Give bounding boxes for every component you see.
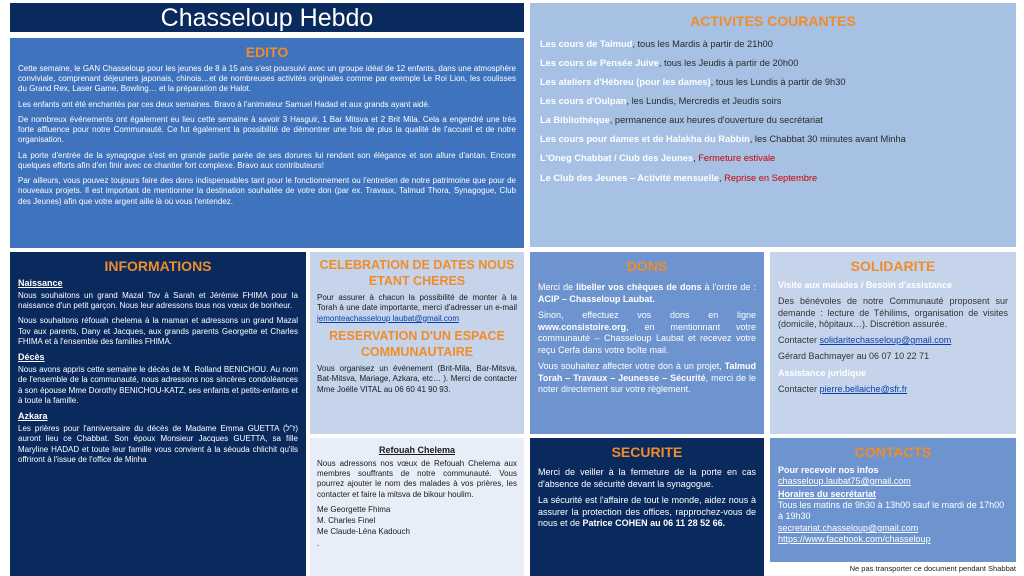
solidarite-contact: Contacter solidaritechasseloup@gmail.com: [778, 335, 952, 345]
celebration-email-link[interactable]: jemonteachasseloup laubat@gmail.com: [317, 313, 459, 323]
informations-section: [10, 252, 306, 576]
facebook-link[interactable]: https://www.facebook.com/chasseloup: [778, 533, 931, 544]
celebration-section: [310, 252, 524, 434]
activite-desc: ,: [718, 172, 725, 183]
activite-item: [540, 115, 1006, 127]
edito-paragraph: La porte d'entrée de la synagogue s'est en grande partie parée de ses dorures lui rendant son élégance et son allure d'antan. Encore quelques efforts afin d'en finir avec ce chantier fort complexe. Bravo aux contributeurs!: [18, 150, 516, 170]
dons-text: Merci de libeller vos chèques de dons à l'ordre de : ACIP – Chasseloup Laubat.: [538, 282, 757, 304]
activite-item: [540, 96, 1006, 108]
refouah-title: Refouah Chelema: [378, 445, 456, 455]
activite-desc: , tous les Jeudis à partir de 20h00: [658, 58, 799, 69]
activite-note: Reprise en Septembre: [724, 172, 818, 183]
activite-item: [540, 134, 1006, 146]
naissance-heading: Naissance: [18, 278, 63, 288]
celebration-title: CELEBRATION DE DATES NOUS ETANT CHERES: [319, 258, 515, 288]
activite-item: [540, 77, 1006, 89]
activite-item: [540, 58, 1006, 70]
activites-title: ACTIVITES COURANTES: [690, 13, 856, 29]
activite-item: [540, 39, 1006, 51]
consistoire-link[interactable]: www.consistoire.org: [538, 321, 627, 332]
activite-name: Les cours pour dames et de Halakha du Rabbin: [540, 134, 750, 145]
dons-title: DONS: [626, 258, 668, 274]
solidarite-phone: Gérard Bachmayer au 06 07 10 22 71: [778, 351, 930, 362]
solidarite-section: [770, 252, 1016, 434]
page-title: Chasseloup Hebdo: [160, 4, 374, 32]
securite-text: Merci de veiller à la fermeture de la porte en cas d'absence de sécurité devant la synagogue.: [538, 467, 756, 489]
activite-name: Les cours de Pensée Juive: [540, 58, 659, 69]
solidarite-title: SOLIDARITE: [850, 258, 936, 274]
activite-name: Les ateliers d'Hébreu (pour les dames): [540, 77, 711, 88]
dons-text: Sinon, effectuez vos dons en ligne www.consistoire.org, en mentionnant votre communauté – Chasseloup Laubat et recevez votre reçu Cerfa dans votre boîte mail.: [538, 310, 756, 355]
refouah-name: M. Charles Finel: [317, 516, 376, 526]
activite-name: L'Oneg Chabbat / Club des Jeunes: [540, 153, 694, 164]
refouah-section: [310, 438, 524, 576]
activite-item: [540, 153, 1006, 165]
dons-section: [530, 252, 764, 434]
refouah-name: Me Georgette Fhima: [317, 504, 391, 514]
activite-desc: , tous les Mardis à partir de 21h00: [632, 39, 773, 49]
deces-heading: Décès: [18, 352, 45, 363]
informations-title: INFORMATIONS: [104, 258, 212, 274]
activite-name: Le Club des Jeunes – Activité mensuelle: [540, 172, 719, 183]
refouah-text: Nous adressons nos vœux de Refouah Chelema aux membres souffrants de notre communauté. Vous pourrez ajouter le nom des malades à vos prières, les contacter et faire la mitsva de bikour houlim.: [317, 459, 517, 499]
activite-note: Fermeture estivale: [698, 153, 776, 164]
securite-title: SECURITE: [611, 444, 683, 460]
deces-text: Nous avons appris cette semaine le décès de M. Rolland BENICHOU. Au nom de l'ensemble de la communauté, nous adressons nos sincères condoléances à son épouse Mme Dorothy BENICHOU-KATZ, ses enfants et petits-enfants et à toute la famille.: [18, 365, 298, 405]
edito-paragraph: Cette semaine, le GAN Chasseloup pour les jeunes de 8 à 15 ans s'est poursuivi avec un groupe idéal de 12 enfants, dans une atmosphère conviviale, comprenant déjeuners japonais, chinois…et de nombreuses activités originales comme par exemple Le Roi Lion, les coulisses du Grand Rex, Laser Game, Bowling… et la préparation de Halot.: [18, 64, 516, 94]
naissance-text: Nous souhaitons un grand Mazal Tov à Sarah et Jérémie FHIMA pour la naissance d'un petit garçon. Nous leur adressons tous nos vœux de bonheur.: [18, 291, 298, 311]
header-bar: [10, 3, 524, 34]
juridique-heading: Assistance juridique: [778, 367, 867, 378]
edito-paragraph: Les enfants ont été enchantés par ces deux semaines. Bravo à l'animateur Samuel Hadad et aux grands ayant aidé.: [18, 99, 431, 109]
refouah-name: Me Claude-Léna Kadouch: [317, 527, 410, 537]
celebration-text: Pour assurer à chacun la possibilité de monter à la Torah à une date importante, merci d'adresser un e-mail jemonteachasseloup laubat@gmail.com: [317, 293, 517, 323]
securite-section: [530, 438, 764, 576]
reservation-title: RESERVATION D'UN ESPACE COMMUNAUTAIRE: [329, 328, 505, 359]
activites-list: [540, 39, 1006, 184]
activite-desc: , tous les Lundis à partir de 9h30: [710, 77, 846, 88]
activites-section: [530, 3, 1016, 247]
activite-item: [540, 173, 1006, 185]
refouah-name: .: [317, 538, 320, 548]
edito-title: EDITO: [245, 44, 289, 60]
activite-name: La Bibliothèque: [540, 115, 610, 126]
contacts-title: CONTACTS: [854, 444, 932, 460]
visite-text: Des bénévoles de notre Communauté proposent sur demande : lecture de Téhilims, organisation de visites (domicile, hôpitaux…). Discrétion assurée.: [778, 296, 1008, 329]
juridique-contact: Contacter pierre.bellaiche@sfr.fr: [778, 383, 908, 394]
horaires-text: Tous les matins de 9h30 à 13h00 sauf le mardi de 17h00 à 19h30: [778, 499, 1005, 521]
edito-paragraph: De nombreux événements ont également eu lieu cette semaine à savoir 3 Hasguir, 1 Bar Mitsva et 2 Brit Mila. Cela a engendré une très forte affluence pour notre Communauté. Ce fut également la possibilité de démontrer une fois de plus la qualité de l'accueil et de notre organisation.: [18, 114, 516, 145]
secretariat-email-link[interactable]: secretariat.chasseloup@gmail.com: [778, 522, 919, 533]
infos-email-link[interactable]: chasseloup.laubat75@gmail.com: [778, 475, 911, 486]
activite-name: Les cours de Talmud: [540, 39, 633, 49]
azkara-heading: Azkara: [18, 411, 48, 422]
edito-paragraph: Par ailleurs, vous pouvez toujours faire des dons indispensables tant pour le fonctionnement ou l'entretien de notre patrimoine que pour de nouveaux projets. Il est important de mentionner la destination souhaitée de votre don (par ex. Travaux, Talmud Thora, Synagogue, Club des Jeunes) afin que votre argent aille là où vous l'entendez.: [18, 176, 516, 206]
dons-text: Vous souhaitez affecter votre don à un projet, Talmud Torah – Travaux – Jeunesse – Sécurité, merci de le noter directement sur votre règlement.: [538, 361, 756, 395]
activite-name: Les cours d'Oulpan: [540, 96, 627, 107]
visite-heading: Visite aux malades / Besoin d'assistance: [778, 280, 953, 290]
juridique-email-link[interactable]: pierre.bellaiche@sfr.fr: [819, 383, 908, 394]
activite-desc: , permanence aux heures d'ouverture du secrétariat: [609, 115, 823, 126]
securite-text: La sécurité est l'affaire de tout le monde, aidez nous à assurer la protection des offices, rapprochez-vous de nous et de Patrice COHEN au 06 11 28 52 66.: [538, 495, 756, 529]
solidarite-email-link[interactable]: solidaritechasseloup@gmail.com: [819, 335, 952, 345]
activite-desc: , les Chabbat 30 minutes avant Minha: [749, 134, 906, 145]
reservation-text: Vous organisez un événement (Brit-Mila, Bar-Mitsva, Bat-Mitsva, Mariage, Azkara, etc… ). Merci de contacter Mme Joëlle VITAL au 06 60 41 90 93.: [317, 364, 517, 394]
contacts-section: [770, 438, 1016, 562]
activite-desc: , les Lundis, Mercredis et Jeudis soirs: [626, 96, 782, 107]
activite-desc: ,: [693, 153, 699, 164]
footer-note: Ne pas transporter ce document pendant Shabbat: [849, 564, 1016, 573]
naissance-text: Nous souhaitons réfouah chelema à la maman et adressons un grand Mazal Tov aux parents, Dany et Jacques, aux grands parents Georgette et Charles FHIMA et à l'ensemble des familles FHIMA.: [18, 316, 298, 346]
infos-label: Pour recevoir nos infos: [778, 465, 879, 475]
edito-section: [10, 38, 524, 248]
horaires-label: Horaires du secrétariat: [778, 488, 877, 499]
azkara-text: Les prières pour l'anniversaire du décès de Madame Emma GUETTA (ז"ל) auront lieu ce Chabbat. Son époux Monsieur Jacques GUETTA, sa fille Maryline HADAD et toute leur famille vous convient à la séouda chlichit qu'ils offriront à l'issue de l'office de Minha: [18, 424, 298, 464]
